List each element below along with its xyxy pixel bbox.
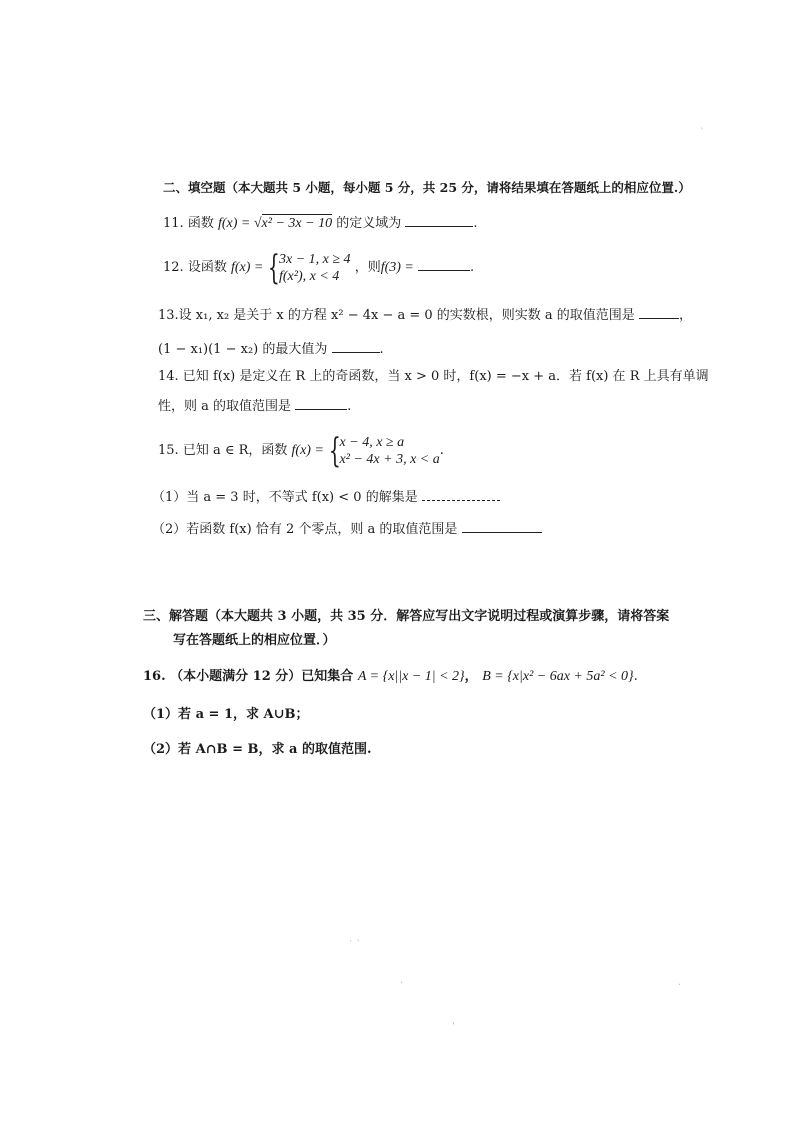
section3-heading-line-2: 写在答题纸上的相应位置．） [173,633,336,648]
q16-separator: ， [464,669,478,684]
question-13-line-2 [158,340,384,359]
q11-radicand: x² − 3x − 10 [261,216,333,231]
q16-set-b: B = {x|x² − 6ax + 5a² < 0} [482,669,634,684]
scan-speck: ˋ [700,128,705,139]
q16-set-a: A = {x||x − 1| < 2} [357,669,465,684]
q12-function: f(x) = [230,260,264,275]
q12-mid: ，则 [354,260,381,275]
q11-answer-blank [405,214,473,227]
scan-speck: ˈ [452,1022,455,1033]
q16-number: 16. [143,669,166,684]
q13-answer-blank-2 [332,340,380,353]
q15-part-2-text: （2）若函数 f(x) 恰有 2 个零点，则 a 的取值范围是 [152,522,458,537]
question-14-line-2 [158,397,351,416]
question-11 [163,214,478,233]
q12-answer-blank [418,258,470,271]
q13-text-1: 13.设 x₁, x₂ 是关于 x 的方程 x² − 4x − a = 0 的实数根，则实数 a 的取值范围是 [158,308,635,323]
section3-heading-line-1: 三、解答题（本大题共 3 小题，共 35 分．解答应写出文字说明过程或演算步骤，请将答案 [143,609,670,624]
q11-suffix: 的定义域为 [336,216,402,231]
q15-cases [340,434,440,468]
question-12 [163,248,474,288]
q15-part-1-text: （1）当 a = 3 时，不等式 f(x) < 0 的解集是 [152,490,418,505]
q12-case-2: f(x²), x < 4 [279,268,340,284]
q11-function: f(x) = √ [217,216,262,231]
q12-cases [279,251,351,285]
scan-speck: · [678,980,682,991]
q16-intro: （本小题满分 12 分）已知集合 [170,669,354,684]
q15-case-2: x² − 4x + 3, x < a [339,451,440,467]
q12-brace: { [268,247,281,288]
q12-end: . [470,260,475,275]
question-15 [158,431,444,471]
question-15-part-1 [152,488,500,507]
scan-speck: · [400,978,404,989]
q15-answer-blank-2 [462,520,542,533]
section2-heading: 二、填空题（本大题共 5 小题，每小题 5 分，共 25 分，请将结果填在答题纸上的相应位置.） [163,180,691,195]
q12-prefix: 设函数 [187,260,227,275]
q15-prefix: 已知 a ∈ R，函数 [182,443,288,458]
q15-function: f(x) = [291,443,324,458]
q14-text-2: 性，则 a 的取值范围是 [158,399,292,414]
question-13-line-1: 13.设 x₁, x₂ 是关于 x 的方程 x² − 4x − a = 0 的实数根，则实数 a 的取值范围是 ， [158,308,692,323]
q15-brace: { [328,430,341,471]
q13-end: . [379,342,384,357]
scan-speck: ˙ ˋ [348,940,362,951]
q12-case-1: 3x − 1, x ≥ 4 [279,251,351,267]
q11-number: 11. [163,216,184,231]
q12-number: 12. [163,260,184,275]
q11-prefix: 函数 [187,216,214,231]
question-16-part-1: （1）若 a = 1，求 A∪B； [143,707,309,722]
q14-end: . [347,399,352,414]
question-14-line-1: 14. 已知 f(x) 是定义在 R 上的奇函数，当 x > 0 时，f(x) = −x + a．若 f(x) 在 R 上具有单调 [158,369,709,384]
q13-answer-blank-1 [639,306,679,319]
q13-text-2: (1 − x₁)(1 − x₂) 的最大值为 [158,342,328,357]
q12-ask: f(3) = [380,260,414,275]
q11-end: . [473,216,478,231]
q15-end: . [439,443,444,458]
question-16 [143,668,638,686]
q15-number: 15. [158,443,179,458]
question-15-part-2 [152,520,542,539]
question-16-part-2: （2）若 A∩B = B，求 a 的取值范围. [143,742,372,757]
q15-case-1: x − 4, x ≥ a [339,434,405,450]
q15-answer-blank-1 [422,488,500,501]
q14-answer-blank [295,397,347,410]
q16-end: . [633,669,638,684]
